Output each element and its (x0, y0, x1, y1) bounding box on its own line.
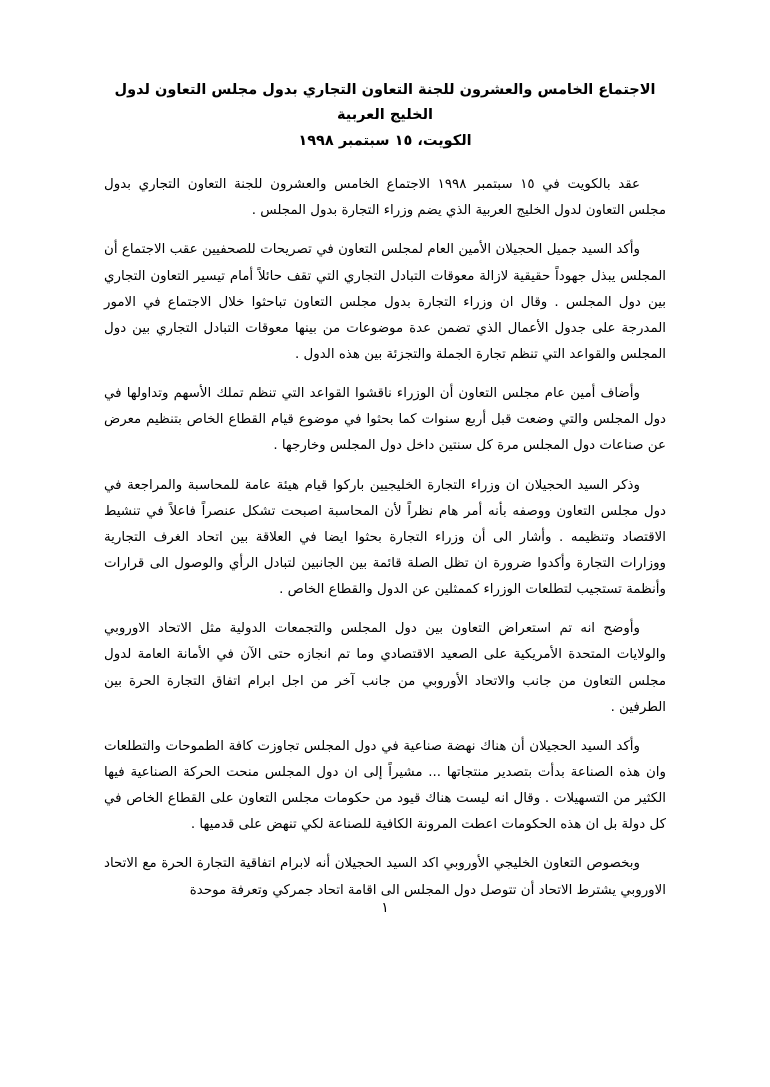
page-title (104, 78, 666, 154)
paragraph: وبخصوص التعاون الخليجي الأوروبي اكد السيد الحجيلان أنه لابرام اتفاقية التجارة الحرة مع الاتحاد الاوروبي يشترط الاتحاد أن تتوصل دول المجلس الى اقامة اتحاد جمركي وتعرفة موحدة (104, 856, 666, 898)
page-title-line-1: الاجتماع الخامس والعشرون للجنة التعاون التجاري بدول مجلس التعاون لدول الخليج العربية (114, 82, 656, 124)
paragraph: وأكد السيد جميل الحجيلان الأمين العام لمجلس التعاون في تصريحات للصحفيين عقب الاجتماع أن المجلس يبذل جهوداً حقيقية لازالة معوقات التبادل التجاري التي تقف حائلاً أمام تيسير التعاون التجاري بين دول المجلس . وقال ان وزراء التجارة بدول مجلس التعاون تباحثوا خلال الاجتماع في الامور المدرجة على جدول الأعمال الذي تضمن عدة موضوعات من بينها معوقات التبادل التجاري بين دول المجلس والقواعد التي تنظم تجارة الجملة والتجزئة بين هذه الدول . (104, 242, 666, 362)
document-body (104, 172, 666, 904)
paragraph: وأكد السيد الحجيلان أن هناك نهضة صناعية في دول المجلس تجاوزت كافة الطموحات والتطلعات وان هذه الصناعة بدأت بتصدير منتجاتها ... مشيراً إلى ان دول المجلس منحت الحركة الصناعية فيها الكثير من التسهيلات . وقال انه ليست هناك قيود من حكومات مجلس التعاون على القطاع الخاص في كل دولة بل ان هذه الحكومات اعطت المرونة الكافية للصناعة لكي تنهض على قدميها . (104, 738, 666, 833)
paragraph: وأوضح انه تم استعراض التعاون بين دول المجلس والتجمعات الدولية مثل الاتحاد الاوروبي والولايات المتحدة الأمريكية على الصعيد الاقتصادي وما تم انجازه حتى الآن في الأمانة العامة لدول مجلس التعاون من جانب والاتحاد الأوروبي من جانب آخر من اجل ابرام اتفاق التجارة الحرة بين الطرفين . (104, 621, 666, 715)
paragraph: وأضاف أمين عام مجلس التعاون أن الوزراء ناقشوا القواعد التي تنظم تملك الأسهم وتداولها في دول المجلس والتي وضعت قبل أربع سنوات كما بحثوا في موضوع قيام القطاع الخاص بتنظيم معرض عن صناعات دول المجلس مرة كل سنتين داخل دول المجلس وخارجها . (104, 386, 666, 454)
page-number: ١ (381, 900, 389, 916)
page-subtitle-line-2: الكويت، ١٥ سبتمبر ١٩٩٨ (298, 132, 472, 149)
paragraph: وذكر السيد الحجيلان ان وزراء التجارة الخليجيين باركوا قيام هيئة عامة للمحاسبة والمراجعة في دول مجلس التعاون ووصفه بأنه أمر هام نظراً لأن المحاسبة اصبحت تشكل عنصراً فاعلاً في تنشيط الاقتصاد وتنظيمه . وأشار الى أن وزراء التجارة بحثوا ايضا في العلاقة بين اتحاد الغرف التجارية ووزارات التجارة وأكدوا ضرورة ان تظل الصلة قائمة بين الجانبين لتبادل الرأي والوصول الى قرارات وأنظمة تستجيب لتطلعات الوزراء كممثلين عن الدول والقطاع الخاص . (104, 477, 666, 598)
paragraph: عقد بالكويت في ١٥ سبتمبر ١٩٩٨ الاجتماع الخامس والعشرون للجنة التعاون التجاري بدول مجلس التعاون لدول الخليج العربية الذي يضم وزراء التجارة بدول المجلس . (104, 177, 666, 219)
